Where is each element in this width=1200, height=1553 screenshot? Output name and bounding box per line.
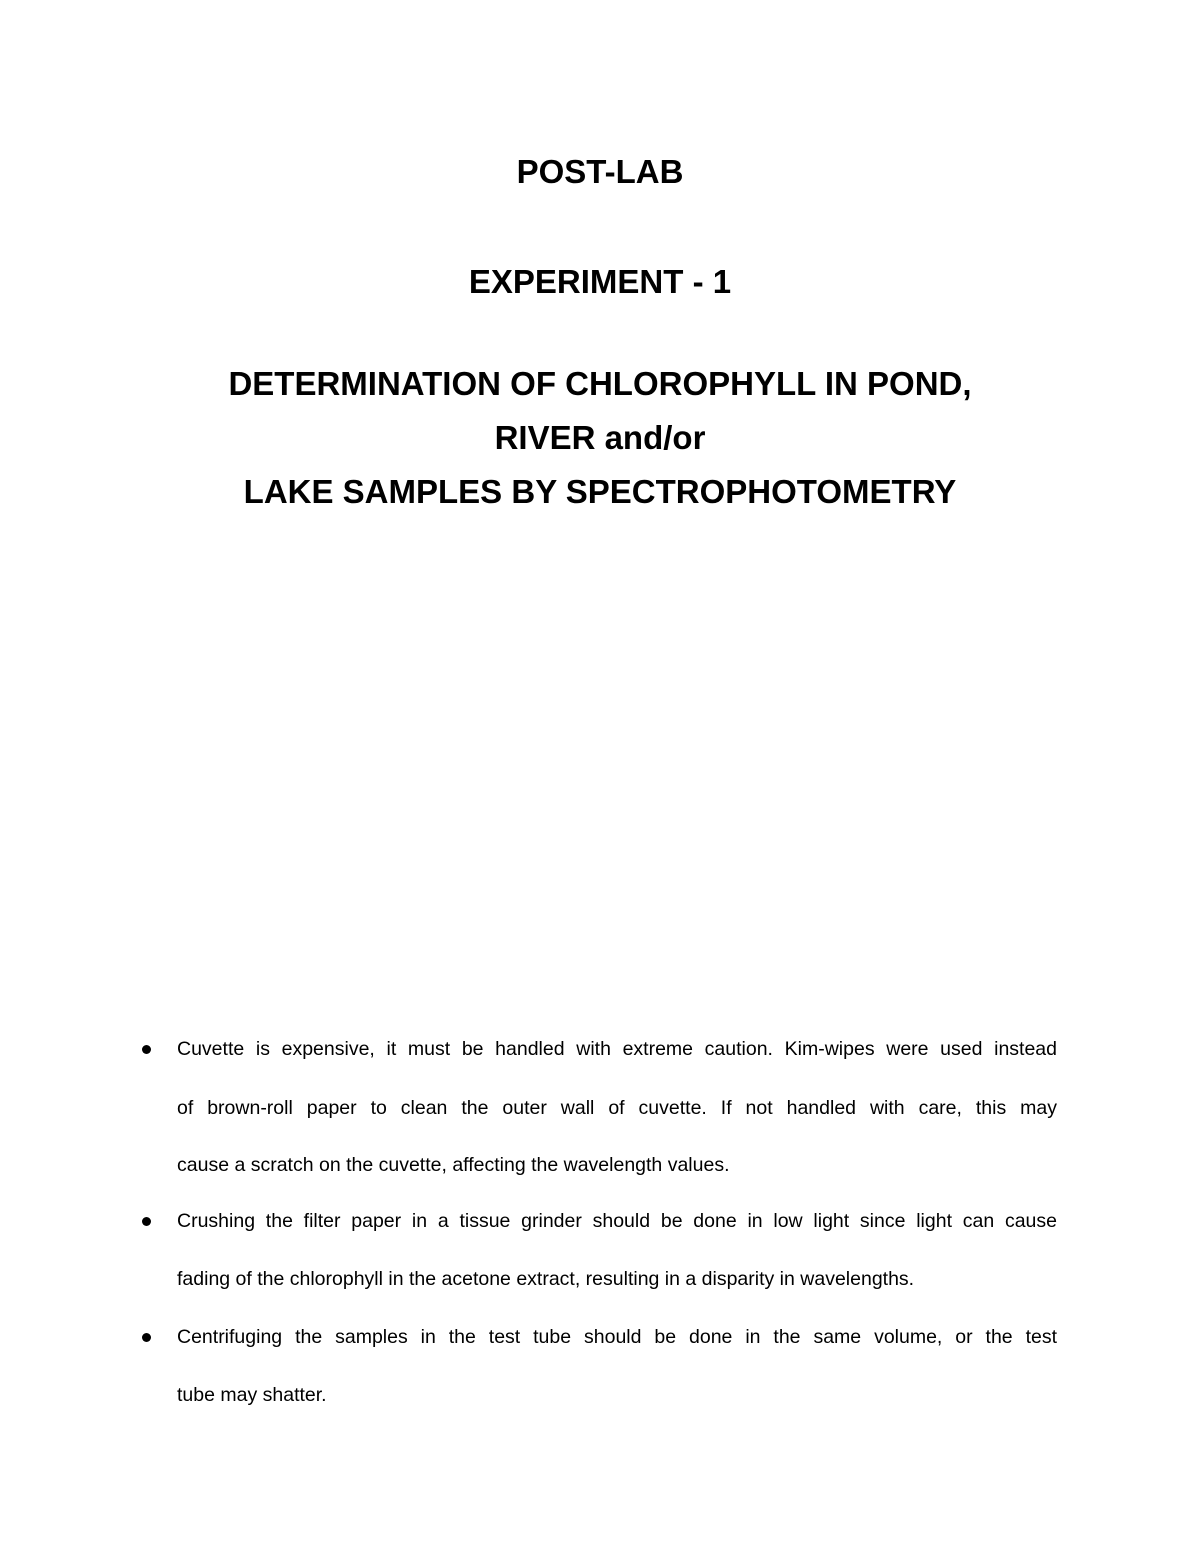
experiment-number: EXPERIMENT - 1	[468, 263, 732, 300]
document-title-line-2: RIVER and/or	[494, 419, 706, 456]
note-line: of brown-roll paper to clean the outer wall of cuvette. If not handled with care, this may	[177, 1097, 1057, 1119]
bullet-icon	[142, 1045, 151, 1054]
document-title-line-3: LAKE SAMPLES BY SPECTROPHOTOMETRY	[243, 473, 957, 510]
bullet-icon	[142, 1217, 151, 1226]
document-title-line-1: DETERMINATION OF CHLOROPHYLL IN POND,	[228, 365, 972, 402]
note-line: cause a scratch on the cuvette, affecting the wavelength values.	[177, 1154, 730, 1176]
note-line: Crushing the filter paper in a tissue grinder should be done in low light since light can cause	[177, 1210, 1057, 1232]
note-line: fading of the chlorophyll in the acetone extract, resulting in a disparity in wavelengths.	[177, 1268, 915, 1290]
bullet-icon	[142, 1333, 151, 1342]
note-line: tube may shatter.	[177, 1384, 327, 1406]
post-lab-label: POST-LAB	[516, 153, 684, 190]
note-line: Cuvette is expensive, it must be handled with extreme caution. Kim-wipes were used instead	[177, 1038, 1057, 1060]
note-line: Centrifuging the samples in the test tube should be done in the same volume, or the test	[177, 1326, 1057, 1348]
